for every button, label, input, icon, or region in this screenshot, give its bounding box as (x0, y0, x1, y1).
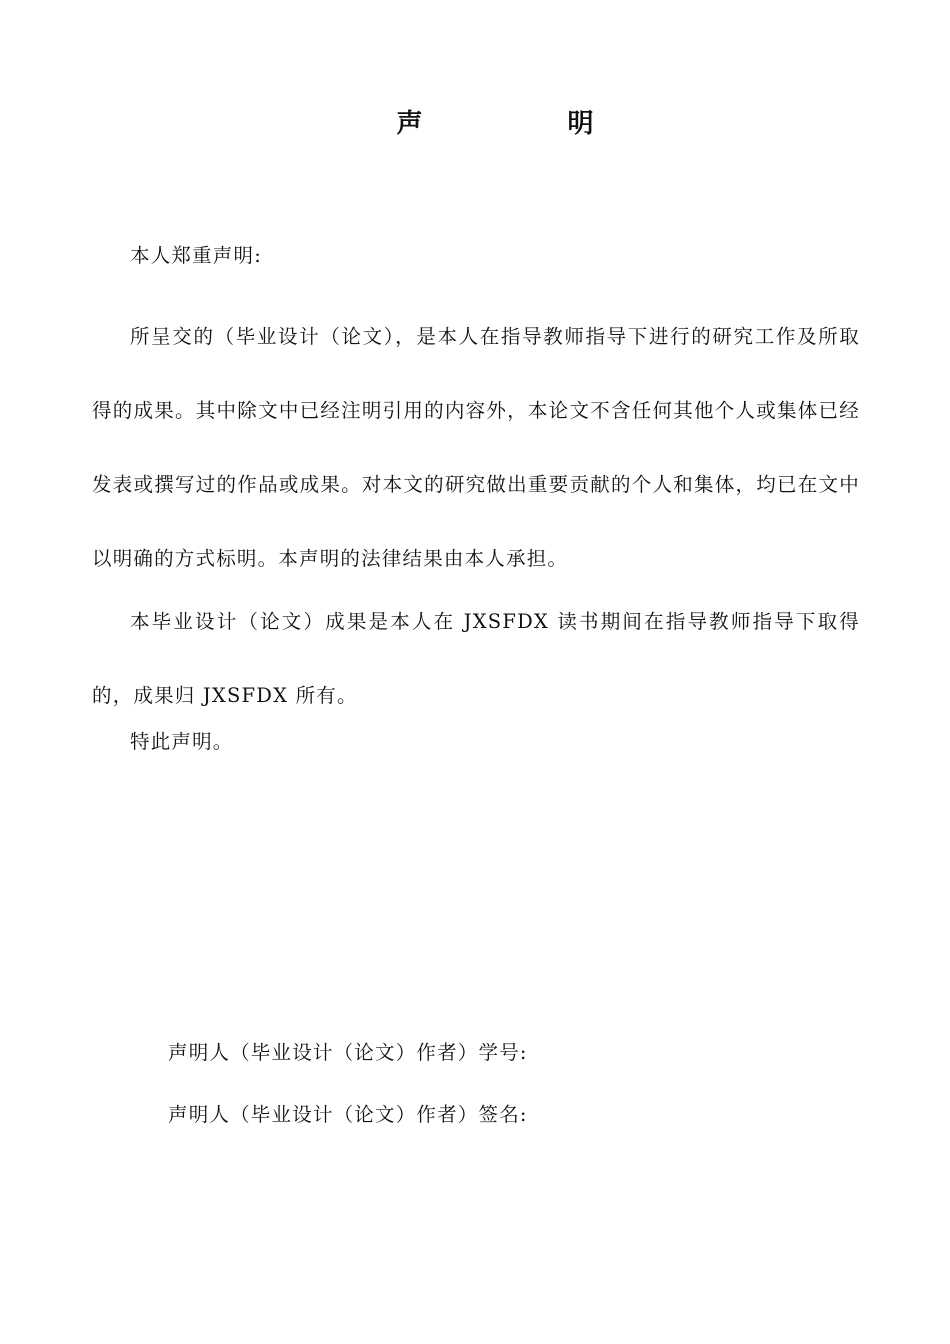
declaration-paragraph-ownership: 本毕业设计（论文）成果是本人在 JXSFDX 读书期间在指导教师指导下取得的，成果归 JXSFDX 所有。 (92, 610, 860, 707)
signature-student-id-line: 声明人（毕业设计（论文）作者）学号: (168, 1041, 528, 1064)
intro-line: 本人郑重声明: (130, 244, 262, 267)
signature-name-line: 声明人（毕业设计（论文）作者）签名: (168, 1103, 528, 1126)
closing-line: 特此声明。 (130, 730, 234, 753)
declaration-paragraph-main: 所呈交的（毕业设计（论文），是本人在指导教师指导下进行的研究工作及所取得的成果。其中除文中已经注明引用的内容外，本论文不含任何其他个人或集体已经发表或撰写过的作品或成果。对本文的研究做出重要贡献的个人和集体，均已在文中以明确的方式标明。本声明的法律结果由本人承担。 (92, 325, 860, 570)
page-title: 声 明 (396, 109, 662, 139)
